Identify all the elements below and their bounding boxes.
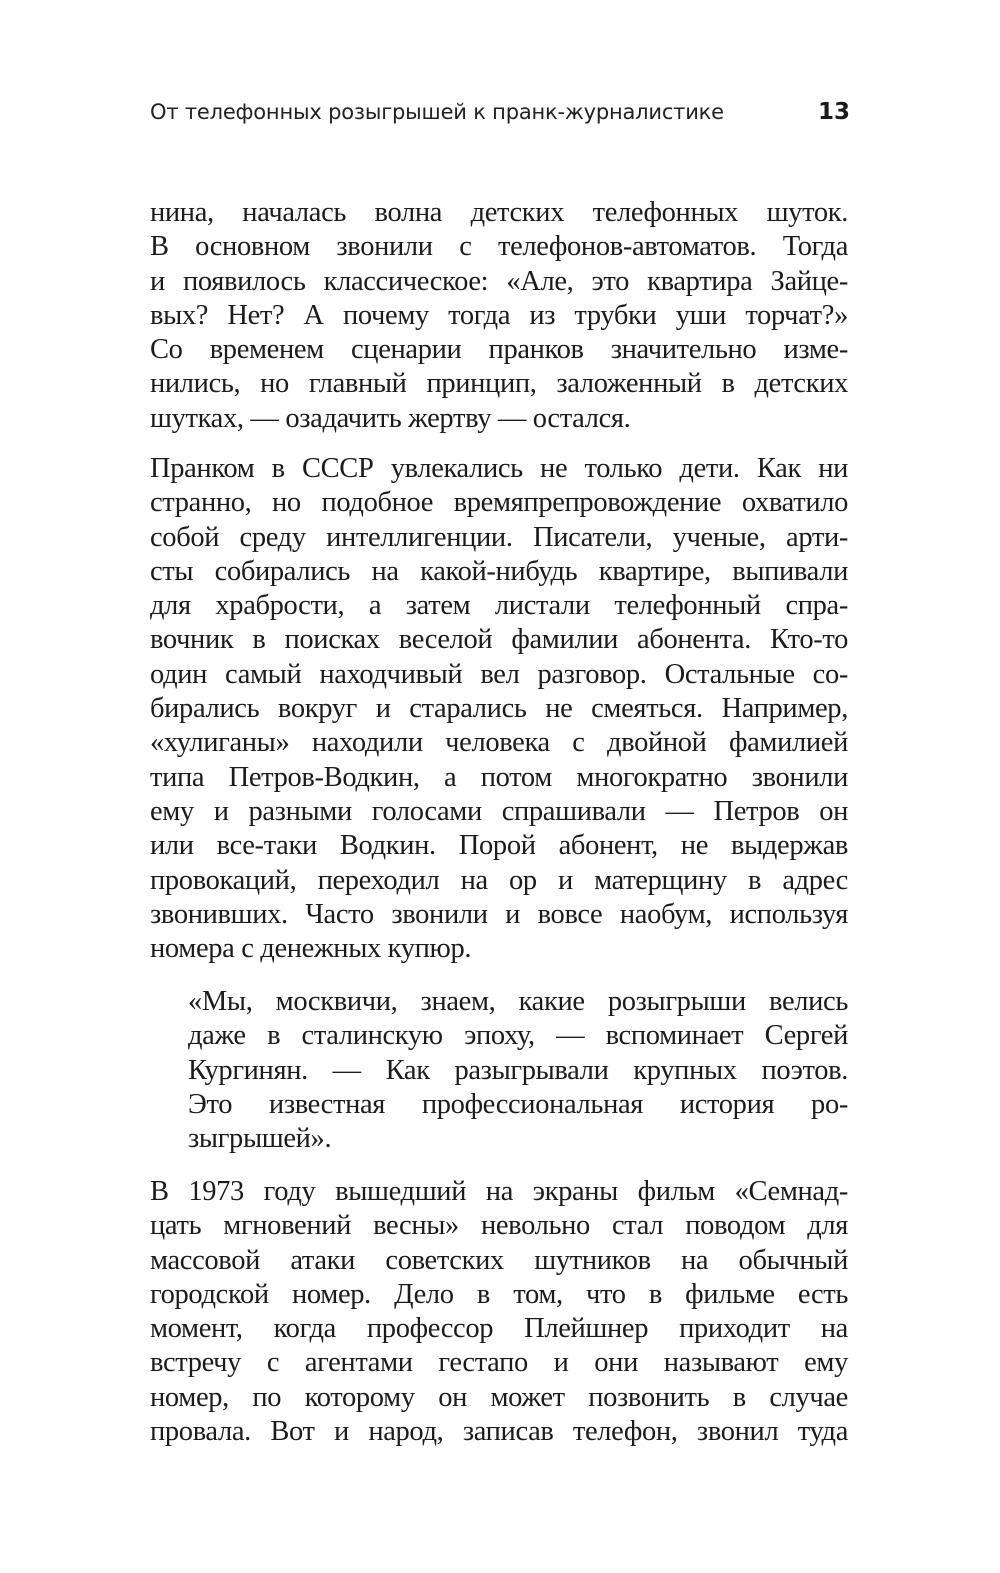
text-line: звонивших. Часто звонили и вовсе наобум, используя (150, 898, 848, 930)
text-line: номер, по которому он может позвонить в случае (150, 1381, 848, 1413)
quote-line: Это известная профессиональная история ро- (188, 1088, 848, 1120)
text-line: нина, началась волна детских телефонных шуток. (150, 197, 848, 228)
text-line: массовой атаки советских шутников на обычный (150, 1244, 848, 1276)
text-line: городской номер. Дело в том, что в фильме есть (150, 1278, 848, 1310)
text-line: и появилось классическое: «Але, это квартира Зайце- (150, 265, 848, 297)
text-line: Со временем сценарии пранков значительно изме- (150, 334, 848, 366)
quote-line: даже в сталинскую эпоху, — вспоминает Сергей (188, 1020, 848, 1052)
text-line: или все-таки Водкин. Порой абонент, не выдержав (150, 830, 848, 862)
text-line: бирались вокруг и старались не смеяться. Например, (150, 693, 848, 725)
paragraph-3 (150, 1175, 848, 1449)
text-line: провокаций, переходил на ор и матерщину в адрес (150, 864, 848, 896)
paragraph-2 (150, 452, 848, 966)
text-line: момент, когда профессор Плейшнер приходит на (150, 1313, 848, 1345)
paragraph-1 (150, 196, 848, 436)
text-line: типа Петров-Водкин, а потом многократно звонили (150, 761, 848, 793)
text-line: Пранком в СССР увлекались не только дети. Как ни (150, 453, 848, 484)
text-line: В основном звонили с телефонов-автоматов. Тогда (150, 231, 848, 263)
quote-line: «Мы, москвичи, знаем, какие розыгрыши велись (188, 986, 848, 1017)
text-line: для храбрости, а затем листали телефонный спра- (150, 590, 848, 622)
text-line: цать мгновений весны» невольно стал поводом для (150, 1210, 848, 1242)
block-quote (188, 985, 848, 1156)
text-line: номера с денежных купюр. (150, 933, 472, 965)
text-line: провала. Вот и народ, записав телефон, звонил туда (150, 1416, 848, 1448)
quote-line: зыгрышей». (188, 1123, 332, 1155)
text-line: один самый находчивый вел разговор. Остальные со- (150, 658, 848, 690)
text-line: встречу с агентами гестапо и они называют ему (150, 1347, 848, 1379)
text-line: вых? Нет? А почему тогда из трубки уши торчат?» (150, 299, 848, 331)
text-line: «хулиганы» находили человека с двойной фамилией (150, 727, 848, 759)
text-line: нились, но главный принцип, заложенный в детских (150, 368, 848, 400)
text-line: странно, но подобное времяпрепровождение охватило (150, 487, 848, 519)
text-line: собой среду интеллигенции. Писатели, ученые, арти- (150, 521, 848, 553)
running-header (150, 92, 850, 132)
text-line: вочник в поисках веселой фамилии абонента. Кто-то (150, 624, 848, 656)
text-line: В 1973 году вышедший на экраны фильм «Семнад- (150, 1176, 848, 1207)
text-line: сты собирались на какой-нибудь квартире, выпивали (150, 555, 848, 587)
quote-line: Кургинян. — Как разыгрывали крупных поэтов. (188, 1054, 848, 1086)
page-number: 13 (817, 99, 850, 125)
running-title: От телефонных розыгрышей к пранк-журналистике (150, 100, 724, 124)
text-line: шутках, — озадачить жертву — остался. (150, 402, 631, 434)
text-line: ему и разными голосами спрашивали — Петров он (150, 795, 848, 827)
